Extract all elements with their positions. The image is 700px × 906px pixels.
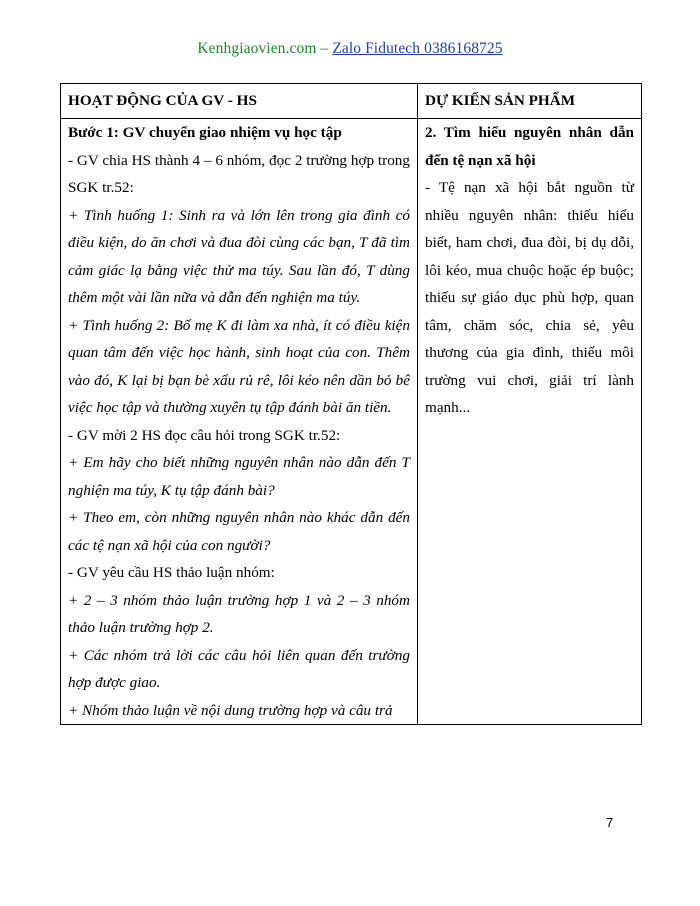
- step-title: Bước 1: GV chuyển giao nhiệm vụ học tập: [68, 124, 342, 141]
- question-2: + Theo em, còn những nguyên nhân nào khác dẫn đến các tệ nạn xã hội của con người?: [68, 509, 410, 554]
- paragraph: - GV chia HS thành 4 – 6 nhóm, đọc 2 trường hợp trong SGK tr.52:: [68, 151, 410, 196]
- case-1: + Tình huống 1: Sinh ra và lớn lên trong gia đình có điều kiện, do ăn chơi và đua đòi cùng các bạn, T đã tìm cảm giác lạ bằng việc thử ma túy. Sau lần đó, T dùng thêm một vài lần nữa và dẫn đến nghiện ma túy.: [68, 206, 410, 306]
- section-body: - Tệ nạn xã hội bắt nguồn từ nhiều nguyên nhân: thiếu hiểu biết, ham chơi, đua đòi, bị dụ dỗi, lôi kéo, mua chuộc hoặc ép buộc; thiếu sự giáo dục phù hợp, quan tâm, chăm sóc, chia sẻ, yêu thương của gia đình, thiếu môi trường vui chơi, giải trí lành mạnh...: [425, 179, 634, 416]
- products-cell: [418, 119, 642, 725]
- paragraph: - GV yêu cầu HS thảo luận nhóm:: [68, 564, 275, 581]
- page-header: [0, 40, 700, 58]
- section-title: 2. Tìm hiểu nguyên nhân dẫn đến tệ nạn xã hội: [425, 124, 634, 169]
- task-3: + Nhóm thảo luận về nội dung trường hợp và câu trả: [68, 701, 393, 719]
- activities-cell: [61, 119, 418, 725]
- col-header-activities: HOẠT ĐỘNG CỦA GV - HS: [61, 84, 418, 119]
- col-header-products: DỰ KIẾN SẢN PHẨM: [418, 84, 642, 119]
- lesson-table: [60, 83, 642, 725]
- task-1: + 2 – 3 nhóm thảo luận trường hợp 1 và 2 – 3 nhóm thảo luận trường hợp 2.: [68, 591, 410, 636]
- question-1: + Em hãy cho biết những nguyên nhân nào dẫn đến T nghiện ma túy, K tụ tập đánh bài?: [68, 454, 410, 499]
- task-2: + Các nhóm trả lời các câu hỏi liên quan đến trường hợp được giao.: [68, 646, 410, 691]
- table-header-row: [61, 84, 642, 119]
- site-name: Kenhgiaovien.com: [197, 40, 317, 57]
- table-row: [61, 119, 642, 725]
- zalo-link[interactable]: Zalo Fidutech 0386168725: [332, 40, 503, 57]
- header-separator: –: [316, 40, 333, 57]
- case-2: + Tình huống 2: Bố mẹ K đi làm xa nhà, ít có điều kiện quan tâm đến việc học hành, sinh hoạt của con. Thêm vào đó, K lại bị bạn bè xấu rủ rê, lôi kéo nên dần bỏ bê việc học tập và thường xuyên tụ tập đánh bài ăn tiền.: [68, 316, 410, 416]
- page-number: 7: [606, 815, 614, 830]
- paragraph: - GV mời 2 HS đọc câu hỏi trong SGK tr.52:: [68, 426, 341, 444]
